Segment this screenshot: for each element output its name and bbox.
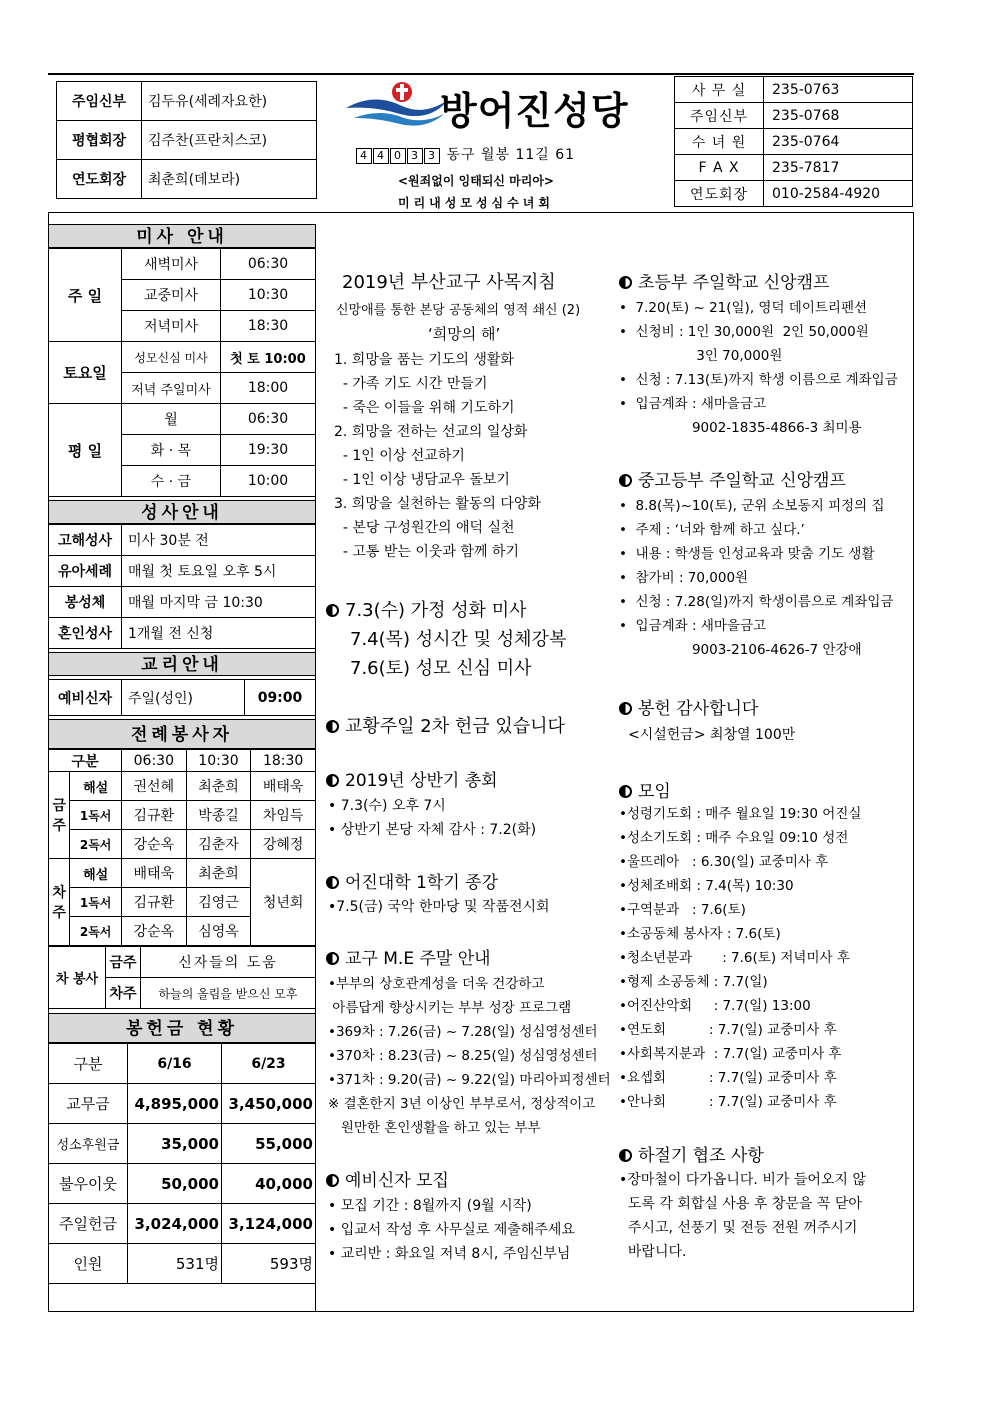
liturgy-role: 해설: [70, 772, 122, 801]
half-circle-icon: [619, 1149, 632, 1162]
youth-camp-list: • 8.8(목)~10(토), 군위 소보동지 피정의 집 • 주제 : ‘너와 함께 하고 싶다.’ • 내용 : 학생들 인성교육과 맞춤 기도 생활 • 참가비 : 70,000원 • 신청 : 7.28(일)까지 학생이름으로 계좌입금 • 입금계좌 : 새마을금고 9003-2106-4626-7 안강애: [619, 498, 894, 658]
tea-service-label: 차 봉사: [49, 947, 106, 1009]
elementary-camp-list: • 7.20(토) ~ 21(일), 영덕 데이트리펜션 • 신청비 : 1인 30,000원 2인 50,000원 3인 70,000원 • 신청 : 7.13(토)까지 학생 이름으로 계좌입금 • 입금계좌 : 새마을금고 9002-1835-4866-3 최미용: [619, 300, 898, 436]
half-circle-icon: [326, 876, 339, 889]
mass-time: 06:30: [221, 404, 316, 435]
event-line: 7.3(수) 가정 성화 미사: [345, 600, 527, 621]
half-circle-icon: [619, 474, 632, 487]
thanks-title: 봉헌 감사합니다: [619, 694, 758, 719]
half-circle-icon: [326, 1174, 339, 1187]
mass-time: 06:30: [221, 249, 316, 280]
liturgy-person: 강혜정: [251, 830, 316, 859]
sacrament-label: 봉성체: [49, 587, 122, 618]
thanks-line: <시설헌금> 최창열 100만: [628, 727, 796, 743]
assembly-title: 2019년 상반기 총회: [326, 766, 498, 791]
offering-value: 3,024,000: [128, 1204, 222, 1244]
mass-time: 19:30: [221, 435, 316, 466]
offering-value: 531명: [128, 1244, 222, 1284]
doctrine-table: [48, 679, 316, 716]
me-title: 교구 M.E 주말 안내: [326, 944, 491, 969]
pastoral-list: [334, 348, 541, 564]
doctrine-label: 예비신자: [49, 680, 122, 716]
liturgy-table: [48, 749, 316, 946]
tea-week: 차주: [106, 978, 141, 1009]
tea-group: 신자들의 도움: [141, 947, 316, 978]
liturgy-role: 2독서: [70, 830, 122, 859]
offering-value: 3,124,000: [222, 1204, 316, 1244]
contact-label: 수 녀 원: [675, 129, 764, 155]
mass-name: 월: [122, 404, 221, 435]
assembly-list: • 7.3(수) 오후 7시 • 상반기 본당 자체 감사 : 7.2(화): [328, 798, 537, 838]
meetings-list: •성령기도회 : 매주 월요일 19:30 어진실 •성소기도회 : 매주 수요일 09:10 성전 •울뜨레아 : 6.30(일) 교중미사 후 •성체조배회 : 7.4(목) 10:30 •구역분과 : 7.6(토) •소공동체 봉사자 : 7.6(토) •청소년분과 : 7.6(토) 저녁미사 후 •형제 소공동체 : 7.7(일) •어진산악회 : 7.7(일) 13:00 •연도회 : 7.7(일) 교중미사 후 •사회복지분과 : 7.7(일) 교중미사 후 •요셉회 : 7.7(일) 교중미사 후 •안나회 : 7.7(일) 교중미사 후: [619, 806, 862, 1110]
event-line: 7.4(목) 성시간 및 성체강복: [350, 629, 567, 650]
offering-head: 구분: [49, 1044, 128, 1084]
mass-time: 10:30: [221, 280, 316, 311]
liturgy-section-title: 전례봉사자: [48, 719, 316, 749]
pastoral-line: - 고통 받는 이웃과 함께 하기: [334, 544, 519, 560]
liturgy-person: 최춘희: [186, 859, 251, 888]
mass-name: 교중미사: [122, 280, 221, 311]
liturgy-person: 강순옥: [122, 830, 187, 859]
half-circle-icon: [326, 720, 339, 733]
mass-time: 18:00: [221, 373, 316, 404]
offering-value: 40,000: [222, 1164, 316, 1204]
mass-name: 저녁 주일미사: [122, 373, 221, 404]
mass-name: 화 · 목: [122, 435, 221, 466]
catechumen-title: 예비신자 모집: [326, 1166, 449, 1191]
staff-info-table: [56, 81, 317, 199]
doctrine-section-title: 교리안내: [48, 652, 316, 676]
liturgy-head: 구분: [49, 750, 122, 772]
staff-value: 최춘희(데보라): [142, 160, 317, 199]
offering-label: 불우이웃: [49, 1164, 128, 1204]
offering-value: 4,895,000: [128, 1084, 222, 1124]
pastoral-title: 2019년 부산교구 사목지침: [342, 272, 556, 293]
tea-week: 금주: [106, 947, 141, 978]
liturgy-person: 박종길: [186, 801, 251, 830]
convent-name: 미리내성모성심수녀회: [398, 196, 554, 210]
pastoral-line: - 가족 기도 시간 만들기: [334, 376, 488, 392]
pastoral-line: - 1인 이상 냉담교우 돌보기: [334, 472, 510, 488]
contact-value: 235-0768: [764, 103, 913, 129]
contact-label: 사 무 실: [675, 77, 764, 103]
liturgy-head: 18:30: [251, 750, 316, 772]
pastoral-line: - 본당 구성원간의 애덕 실천: [334, 520, 515, 536]
mass-section-title: 미사 안내: [48, 224, 316, 248]
tea-service-table: [48, 946, 316, 1009]
summer-list: •장마철이 다가옵니다. 비가 들어오지 않 도록 각 회합실 사용 후 창문을 꼭 닫아 주시고, 선풍기 및 전등 전원 꺼주시기 바랍니다.: [619, 1172, 866, 1260]
liturgy-role: 해설: [70, 859, 122, 888]
mass-name: 저녁미사: [122, 311, 221, 342]
university-title: 어진대학 1학기 종강: [326, 868, 498, 893]
pastoral-line: 3. 희망을 실천하는 활동의 다양화: [334, 496, 541, 512]
liturgy-person: 권선혜: [122, 772, 187, 801]
me-list: •부부의 상호관계성을 더욱 건강하고 아름답게 향상시키는 부부 성장 프로그램 •369차 : 7.26(금) ~ 7.28(일) 성심영성센터 •370차 : 8.23(금) ~ 8.25(일) 성심영성센터 •371차 : 9.20(금) ~ 9.22(일) 마리아피정센터 ※ 결혼한지 3년 이상인 부부로서, 정상적이고 원만한 혼인생활을 하고 있는 부부: [328, 976, 611, 1136]
patron-motto: <원죄없이 잉태되신 마리아>: [398, 174, 554, 188]
header-top-line: [48, 73, 914, 75]
liturgy-head: 06:30: [122, 750, 187, 772]
street-address: 동구 월봉 11길 61: [446, 147, 576, 163]
liturgy-person: 최춘희: [186, 772, 251, 801]
pastoral-line: 2. 희망을 전하는 선교의 일상화: [334, 424, 528, 440]
liturgy-person: 차임득: [251, 801, 316, 830]
saturday-label: 토요일: [49, 342, 122, 404]
offering-value: 50,000: [128, 1164, 222, 1204]
sacrament-info: 1개월 전 신청: [122, 618, 316, 649]
pastoral-line: - 죽은 이들을 위해 기도하기: [334, 400, 515, 416]
liturgy-events: [326, 596, 566, 683]
collection-notice: 교황주일 2차 헌금 있습니다: [326, 712, 565, 738]
mass-time: 10:00: [221, 466, 316, 497]
liturgy-person: 배태욱: [251, 772, 316, 801]
offering-head: 6/23: [222, 1044, 316, 1084]
liturgy-role: 1독서: [70, 888, 122, 917]
tea-group: 하늘의 올림을 받으신 모후: [141, 978, 316, 1009]
doctrine-day: 주일(성인): [122, 680, 245, 716]
liturgy-role: 2독서: [70, 917, 122, 946]
half-circle-icon: [619, 785, 632, 798]
sacrament-label: 유아세례: [49, 556, 122, 587]
offering-value: 55,000: [222, 1124, 316, 1164]
half-circle-icon: [326, 604, 339, 617]
liturgy-person: 심영옥: [186, 917, 251, 946]
liturgy-head: 10:30: [186, 750, 251, 772]
sacrament-label: 고해성사: [49, 525, 122, 556]
offering-label: 교무금: [49, 1084, 128, 1124]
staff-label: 주임신부: [57, 82, 142, 121]
mass-schedule-table: [48, 248, 316, 497]
liturgy-person: 김규환: [122, 801, 187, 830]
sacrament-info: 매월 마지막 금 10:30: [122, 587, 316, 618]
offering-table: [48, 1043, 316, 1284]
church-logo-icon: [344, 78, 454, 128]
half-circle-icon: [619, 276, 632, 289]
staff-label: 평협회장: [57, 121, 142, 160]
contact-value: 235-0763: [764, 77, 913, 103]
offering-label: 주일헌금: [49, 1204, 128, 1244]
contact-value: 235-7817: [764, 155, 913, 181]
doctrine-time: 09:00: [245, 680, 316, 716]
youth-group: 청년회: [251, 859, 316, 946]
mass-name: 성모신심 미사: [122, 342, 221, 373]
left-column: [48, 224, 316, 1284]
staff-value: 김주찬(프란치스코): [142, 121, 317, 160]
offering-head: 6/16: [128, 1044, 222, 1084]
offering-value: 593명: [222, 1244, 316, 1284]
liturgy-person: 배태욱: [122, 859, 187, 888]
half-circle-icon: [619, 702, 632, 715]
weekday-label: 평 일: [49, 404, 122, 497]
meetings-title: 모임: [619, 777, 671, 802]
sacrament-info: 매월 첫 토요일 오후 5시: [122, 556, 316, 587]
liturgy-person: 김영근: [186, 888, 251, 917]
contact-value: 235-0764: [764, 129, 913, 155]
sacrament-table: [48, 524, 316, 649]
mass-time: 첫 토 10:00: [221, 342, 316, 373]
pastoral-subtitle: 신망애를 통한 본당 공동체의 영적 쇄신 (2): [336, 303, 581, 318]
liturgy-role: 1독서: [70, 801, 122, 830]
liturgy-person: 김춘자: [186, 830, 251, 859]
mass-name: 수 · 금: [122, 466, 221, 497]
liturgy-person: 김규환: [122, 888, 187, 917]
this-week-label: 금주: [49, 772, 70, 859]
offering-label: 성소후원금: [49, 1124, 128, 1164]
parish-name: 방어진성당: [440, 89, 629, 133]
elementary-camp-title: 초등부 주일학교 신앙캠프: [619, 268, 829, 293]
contact-label: 주임신부: [675, 103, 764, 129]
sacrament-label: 혼인성사: [49, 618, 122, 649]
mass-time: 18:30: [221, 311, 316, 342]
offering-value: 3,450,000: [222, 1084, 316, 1124]
contact-table: [674, 76, 913, 207]
sacrament-section-title: 성사안내: [48, 500, 316, 524]
offering-label: 인원: [49, 1244, 128, 1284]
catechumen-list: • 모집 기간 : 8월까지 (9월 시작) • 입교서 작성 후 사무실로 제출해주세요 • 교리반 : 화요일 저녁 8시, 주임신부님: [328, 1198, 575, 1262]
event-line: 7.6(토) 성모 신심 미사: [350, 658, 532, 679]
staff-label: 연도회장: [57, 160, 142, 199]
zip-code: 4 4 0 3 3: [356, 147, 441, 163]
address: [356, 144, 575, 164]
half-circle-icon: [326, 952, 339, 965]
sacrament-info: 미사 30분 전: [122, 525, 316, 556]
offering-section-title: 봉헌금 현황: [48, 1013, 316, 1043]
contact-label: F A X: [675, 155, 764, 181]
contact-value: 010-2584-4920: [764, 181, 913, 207]
staff-value: 김두유(세례자요한): [142, 82, 317, 121]
mass-name: 새벽미사: [122, 249, 221, 280]
pastoral-theme: ‘희망의 해’: [428, 325, 501, 343]
offering-value: 35,000: [128, 1124, 222, 1164]
liturgy-person: 강순옥: [122, 917, 187, 946]
pastoral-line: 1. 희망을 품는 기도의 생활화: [334, 352, 514, 368]
university-line: •7.5(금) 국악 한마당 및 작품전시회: [328, 899, 550, 915]
summer-title: 하절기 협조 사항: [619, 1141, 764, 1166]
half-circle-icon: [326, 774, 339, 787]
pastoral-line: - 1인 이상 선교하기: [334, 448, 465, 464]
contact-label: 연도회장: [675, 181, 764, 207]
youth-camp-title: 중고등부 주일학교 신앙캠프: [619, 466, 846, 491]
next-week-label: 차주: [49, 859, 70, 946]
sunday-label: 주 일: [49, 249, 122, 342]
